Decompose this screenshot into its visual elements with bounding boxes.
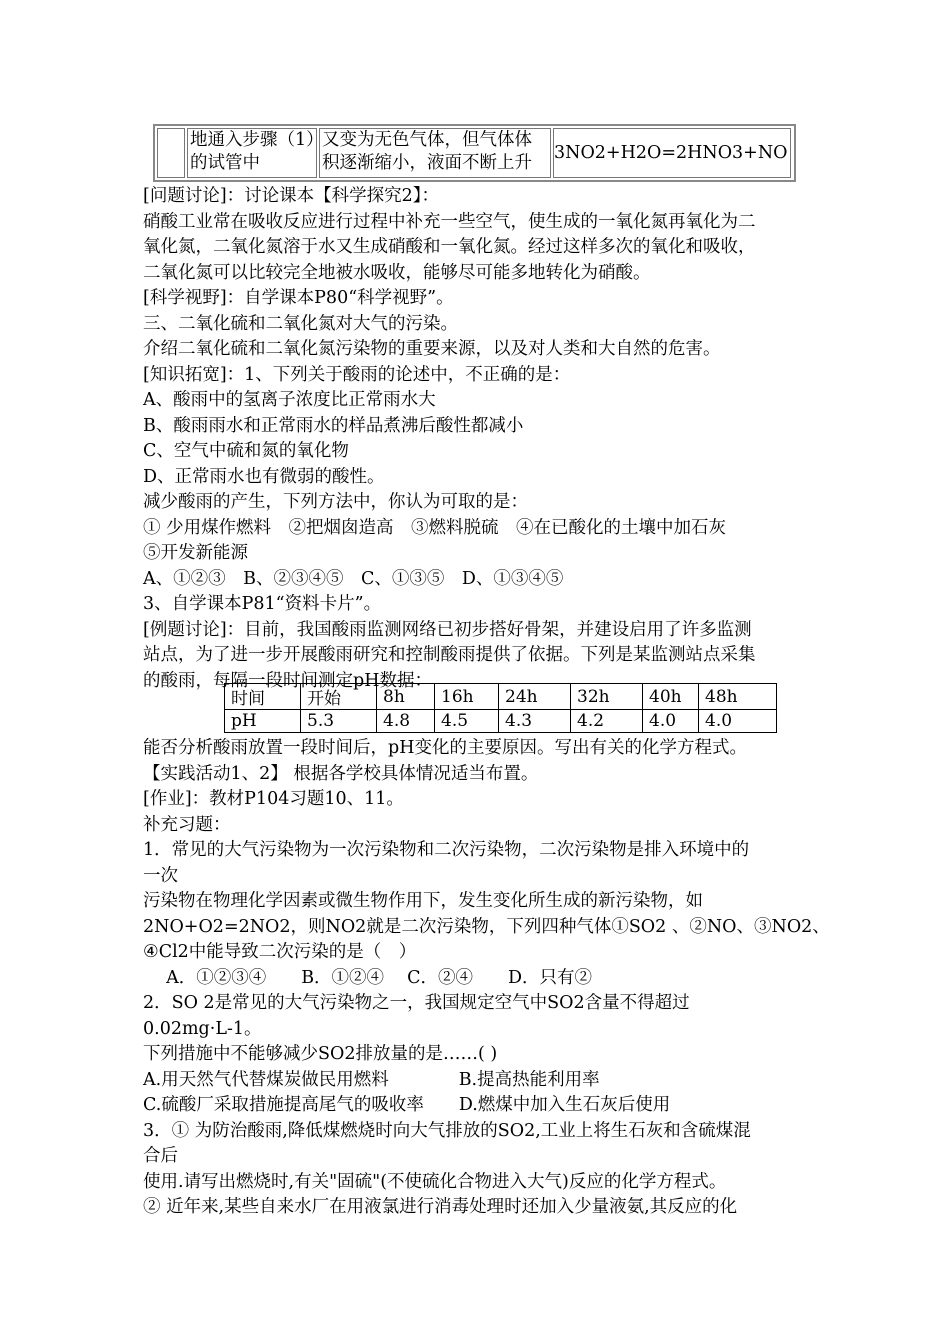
cell-text-line: 又变为无色气体，但气体体 [322, 130, 532, 150]
cell-text-line: 地通入步骤（1） [190, 130, 324, 150]
document-body-b [143, 736, 830, 1221]
text-line: [知识拓宽]：1、下列关于酸雨的论述中，不正确的是： [143, 364, 571, 385]
question-line: 0.02mg·L-1。 [143, 1018, 262, 1039]
question-line: 2NO+O2=2NO2，则NO2就是二次污染物，下列四种气体①SO2 、②NO、③NO2、 [143, 916, 830, 937]
question-line: 1．常见的大气污染物为一次污染物和二次污染物，二次污染物是排入环境中的 [143, 840, 750, 860]
reaction-table-fragment [153, 124, 796, 182]
table-cell-step [187, 128, 324, 178]
table-cell: 4.8 [377, 710, 435, 733]
text-line: 硝酸工业常在吸收反应进行过程中补充一些空气，使生成的一氧化氮再氧化为二 [143, 211, 756, 232]
table-cell: pH [225, 710, 301, 733]
table-cell: 4.5 [435, 710, 499, 733]
text-line: [科学视野]：自学课本P80“科学视野”。 [143, 288, 454, 308]
option-line: C.硫酸厂采取措施提高尾气的吸收率 D.燃煤中加入生石灰后使用 [143, 1095, 671, 1115]
section-heading: 三、二氧化硫和二氧化氮对大气的污染。 [143, 313, 458, 334]
equation-text: 3NO2+H2O=2HNO3+NO [554, 142, 788, 163]
table-cell: 16h [435, 684, 499, 710]
question-line: 3．① 为防治酸雨,降低煤燃烧时向大气排放的SO2,工业上将生石灰和含硫煤混 [143, 1120, 751, 1141]
table-cell: 40h [643, 684, 699, 710]
table-cell: 32h [571, 684, 643, 710]
table-cell: 4.0 [699, 710, 777, 733]
table-cell-empty [157, 128, 185, 178]
table-cell: 时间 [225, 684, 301, 710]
table-row [225, 684, 777, 710]
text-line: 能否分析酸雨放置一段时间后，pH变化的主要原因。写出有关的化学方程式。 [143, 738, 747, 758]
option-line: B、酸雨雨水和正常雨水的样品煮沸后酸性都减小 [143, 415, 524, 436]
text-line: 介绍二氧化硫和二氧化氮污染物的重要来源，以及对人类和大自然的危害。 [143, 339, 721, 359]
table-cell: 开始 [301, 684, 377, 710]
question-line: ② 近年来,某些自来水厂在用液氯进行消毒处理时还加入少量液氨,其反应的化 [143, 1197, 738, 1217]
table-cell-phenomenon [319, 128, 551, 178]
table-cell: 24h [499, 684, 571, 710]
cell-text-line: 的试管中 [190, 153, 260, 173]
text-line: 的酸雨，每隔一段时间测定pH数据： [143, 670, 432, 691]
question-line: 2．SO 2是常见的大气污染物之一，我国规定空气中SO2含量不得超过 [143, 993, 690, 1013]
question-line: 污染物在物理化学因素或微生物作用下，发生变化所生成的新污染物，如 [143, 891, 703, 911]
document-body-a [143, 184, 813, 694]
text-line: [问题讨论]：讨论课本【科学探究2】： [143, 186, 440, 206]
text-line: [作业]：教材P104习题10、11。 [143, 789, 404, 809]
table-cell: 4.3 [499, 710, 571, 733]
text-line: ① 少用煤作燃料 ②把烟囱造高 ③燃料脱硫 ④在已酸化的土壤中加石灰 [143, 517, 727, 538]
option-line: A.用天然气代替煤炭做民用燃料 B.提高热能利用率 [143, 1069, 600, 1090]
text-line: 站点，为了进一步开展酸雨研究和控制酸雨提供了依据。下列是某监测站点采集 [143, 645, 756, 665]
text-line: 【实践活动1、2】 根据各学校具体情况适当布置。 [143, 763, 539, 784]
question-line: 下列措施中不能够减少SO2排放量的是……( ) [143, 1044, 498, 1064]
text-line: 3、自学课本P81“资料卡片”。 [143, 594, 382, 614]
table-cell: 4.2 [571, 710, 643, 733]
table-cell: 8h [377, 684, 435, 710]
question-line: 使用.请写出燃烧时,有关"固硫"(不使硫化合物进入大气)反应的化学方程式。 [143, 1171, 727, 1192]
option-line: D、正常雨水也有微弱的酸性。 [143, 466, 385, 487]
table-cell: 5.3 [301, 710, 377, 733]
question-line: 一次 [143, 865, 178, 886]
ph-data-table [224, 683, 777, 733]
text-line: 二氧化氮可以比较完全地被水吸收，能够尽可能多地转化为硝酸。 [143, 262, 651, 283]
option-line: A、①②③ B、②③④⑤ C、①③⑤ D、①③④⑤ [143, 568, 564, 589]
table-row [225, 710, 777, 733]
option-line: C、空气中硫和氮的氧化物 [143, 441, 349, 461]
question-line: 合后 [143, 1146, 178, 1166]
question-line: ④Cl2中能导致二次污染的是（ ） [143, 942, 417, 962]
text-line: 氧化氮，二氧化氮溶于水又生成硝酸和一氧化氮。经过这样多次的氧化和吸收， [143, 237, 756, 257]
table-cell: 48h [699, 684, 777, 710]
text-line: 减少酸雨的产生，下列方法中，你认为可取的是： [143, 492, 528, 512]
text-line: 补充习题： [143, 814, 231, 835]
table-cell: 4.0 [643, 710, 699, 733]
cell-text-line: 积逐渐缩小，液面不断上升 [322, 153, 532, 173]
text-line: [例题讨论]：目前，我国酸雨监测网络已初步搭好骨架，并建设启用了许多监测 [143, 619, 752, 640]
option-line: A．①②③④ B．①②④ C．②④ D．只有② [143, 967, 593, 988]
option-line: A、酸雨中的氢离子浓度比正常雨水大 [143, 390, 436, 410]
table-cell-equation [553, 128, 791, 178]
text-line: ⑤开发新能源 [143, 543, 248, 563]
